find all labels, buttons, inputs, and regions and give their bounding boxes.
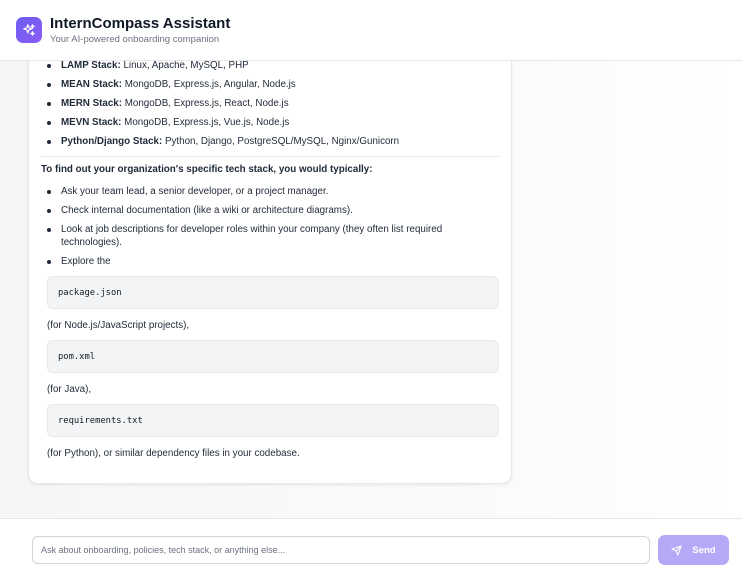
- code-block-pom-xml: pom.xml: [47, 340, 499, 373]
- send-icon: [671, 545, 682, 556]
- stack-name: Python/Django Stack:: [61, 136, 163, 147]
- list-item: Explore the: [47, 255, 499, 268]
- sparkles-icon: [16, 17, 42, 43]
- list-item: Look at job descriptions for developer roles within your company (they often list required technologies).: [47, 223, 499, 249]
- app-header: [0, 0, 742, 61]
- list-item: [47, 78, 499, 91]
- assistant-message: [28, 61, 512, 484]
- stack-description: Python, Django, PostgreSQL/MySQL, Nginx/Gunicorn: [162, 136, 400, 147]
- stack-description: MongoDB, Express.js, Angular, Node.js: [121, 79, 296, 90]
- list-item: [47, 135, 499, 148]
- chat-input[interactable]: [32, 536, 650, 564]
- divider: [41, 156, 499, 157]
- code-block-requirements-txt: requirements.txt: [47, 404, 499, 437]
- list-item: Check internal documentation (like a wiki or architecture diagrams).: [47, 204, 499, 217]
- stack-description: MongoDB, Express.js, Vue.js, Node.js: [121, 117, 290, 128]
- stack-name: MERN Stack:: [61, 98, 122, 109]
- paragraph: (for Node.js/JavaScript projects),: [47, 320, 190, 331]
- stack-description: MongoDB, Express.js, React, Node.js: [121, 98, 289, 109]
- list-item: Ask your team lead, a senior developer, or a project manager.: [47, 185, 499, 198]
- code-block-package-json: package.json: [47, 276, 499, 309]
- stack-description: Linux, Apache, MySQL, PHP: [120, 61, 249, 71]
- stack-name: LAMP Stack:: [61, 61, 121, 71]
- list-item: [47, 61, 499, 72]
- chat-area[interactable]: [0, 61, 742, 518]
- paragraph: (for Java),: [47, 384, 92, 395]
- send-button[interactable]: [658, 535, 729, 565]
- app-subtitle: Your AI-powered onboarding companion: [50, 33, 220, 45]
- list-item: [47, 97, 499, 110]
- list-item: [47, 116, 499, 129]
- paragraph: (for Python), or similar dependency files in your codebase.: [47, 448, 300, 459]
- stack-list: [41, 61, 499, 148]
- stack-name: MEVN Stack:: [61, 117, 122, 128]
- header-titles: [50, 15, 230, 46]
- app-title: InternCompass Assistant: [50, 14, 231, 32]
- send-label: Send: [692, 544, 716, 556]
- stack-name: MEAN Stack:: [61, 79, 122, 90]
- steps-list: [41, 185, 499, 268]
- composer: [0, 518, 742, 573]
- section-heading: To find out your organization's specific tech stack, you would typically:: [41, 164, 373, 175]
